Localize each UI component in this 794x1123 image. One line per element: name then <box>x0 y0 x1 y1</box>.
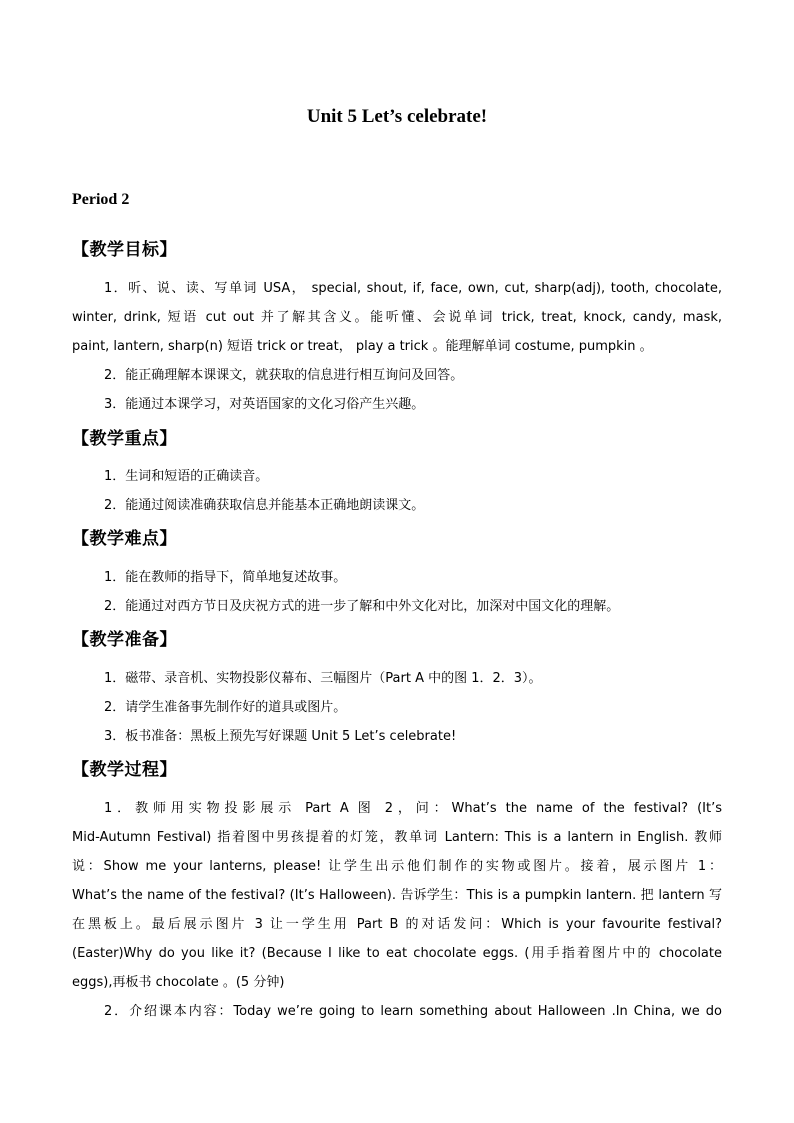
goals-item1-line2: winter, drink, 短语 cut out 并了解其含义。能听懂、会说单词 trick, treat, knock, candy, mask, <box>72 310 722 325</box>
section-heading-key-points: 【教学重点】 <box>72 429 177 449</box>
preparation-item3: 3．板书准备：黑板上预先写好课题 Unit 5 Let’s celebrate! <box>104 729 457 744</box>
period-label: Period 2 <box>72 191 130 208</box>
section-heading-difficulties: 【教学难点】 <box>72 529 177 549</box>
section-heading-process: 【教学过程】 <box>72 760 177 780</box>
document-title: Unit 5 Let’s celebrate! <box>306 106 488 127</box>
goals-item2: 2．能正确理解本课课文，就获取的信息进行相互询问及回答。 <box>104 368 464 383</box>
difficulties-item1: 1．能在教师的指导下，简单地复述故事。 <box>104 570 347 585</box>
process-p1-line7: eggs),再板书 chocolate 。(5 分钟) <box>72 975 285 990</box>
process-p1-line6: (Easter)Why do you like it? (Because I like to eat chocolate eggs. (用手指着图片中的 chocolate <box>72 946 722 961</box>
key-points-item1: 1．生词和短语的正确读音。 <box>104 469 269 484</box>
process-p1-line3: 说：Show me your lanterns, please! 让学生出示他们制作的实物或图片。接着，展示图片 1： <box>72 859 722 874</box>
process-p1-line5: 在黑板上。最后展示图片 3 让一学生用 Part B 的对话发问：Which is your favourite festival? <box>72 917 722 932</box>
section-heading-goals: 【教学目标】 <box>72 240 177 260</box>
key-points-item2: 2．能通过阅读准确获取信息并能基本正确地朗读课文。 <box>104 498 425 513</box>
section-heading-preparation: 【教学准备】 <box>72 630 177 650</box>
goals-item1-line1: 1．听、说、读、写单词 USA， special, shout, if, face, own, cut, sharp(adj), tooth, chocolate, <box>104 281 722 296</box>
process-p1-line4: What’s the name of the festival? (It’s Halloween). 告诉学生：This is a pumpkin lantern. 把 lantern 写 <box>72 888 722 903</box>
preparation-item1: 1．磁带、录音机、实物投影仪幕布、三幅图片（Part A 中的图 1．2．3）。 <box>104 671 542 686</box>
goals-item1-line3: paint, lantern, sharp(n) 短语 trick or treat， play a trick 。能理解单词 costume, pumpkin 。 <box>72 339 653 354</box>
preparation-item2: 2．请学生准备事先制作好的道具或图片。 <box>104 700 347 715</box>
process-p1-line1: 1．教师用实物投影展示 Part A 图 2，问：What’s the name of the festival? (It’s <box>104 801 722 816</box>
goals-item3: 3．能通过本课学习，对英语国家的文化习俗产生兴趣。 <box>104 397 425 412</box>
difficulties-item2: 2．能通过对西方节日及庆祝方式的进一步了解和中外文化对比，加深对中国文化的理解。 <box>104 599 620 614</box>
process-p1-line2: Mid-Autumn Festival) 指着图中男孩提着的灯笼，教单词 Lantern: This is a lantern in English. 教师 <box>72 830 722 845</box>
process-p2-line1: 2．介绍课本内容：Today we’re going to learn something about Halloween .In China, we do <box>104 1004 722 1019</box>
